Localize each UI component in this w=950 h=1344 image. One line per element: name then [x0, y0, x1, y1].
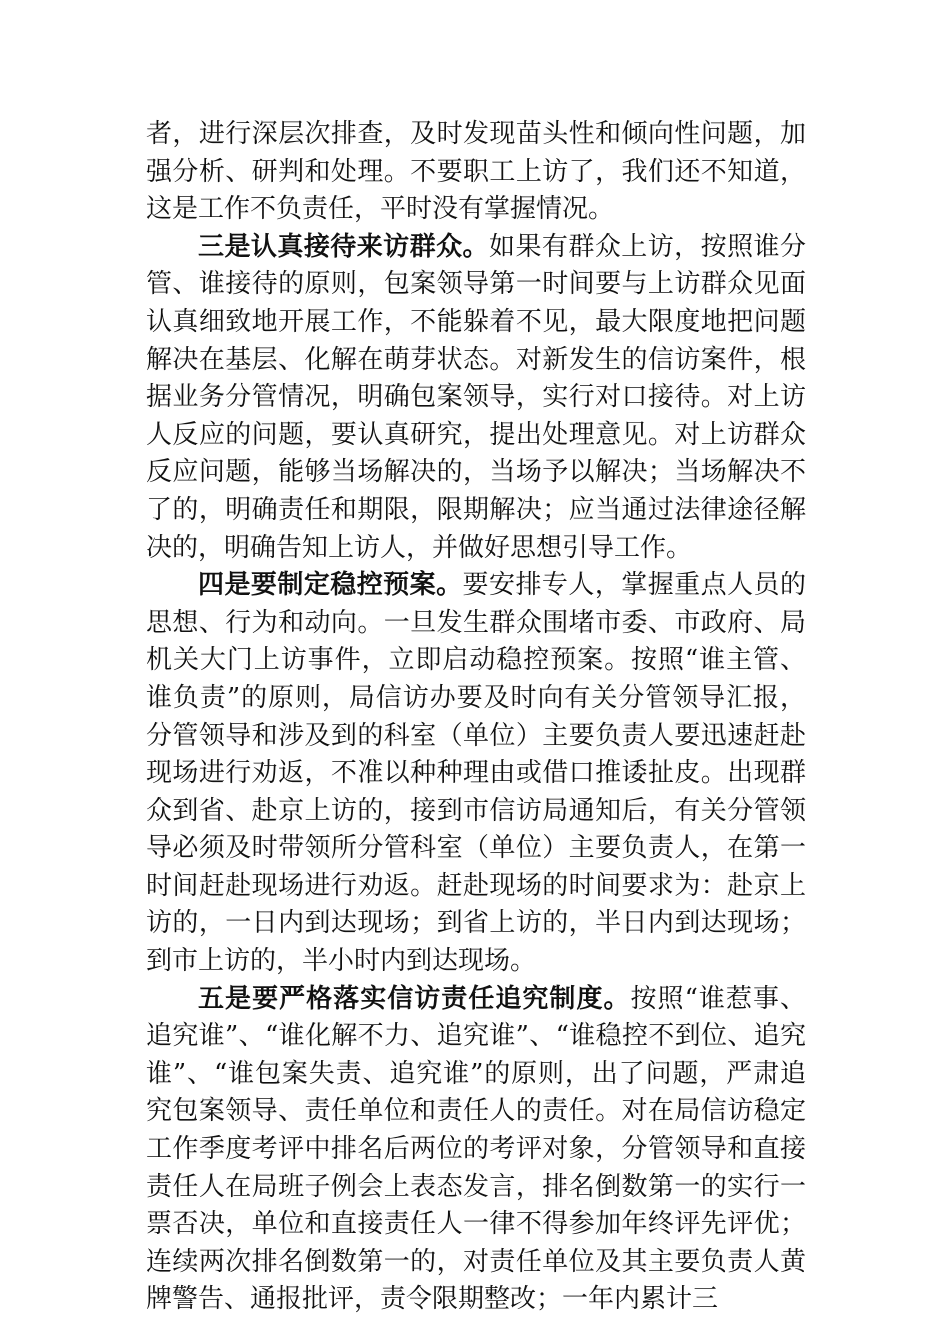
paragraph-accountability [146, 981, 806, 1319]
paragraph-contingency-plan [146, 567, 806, 981]
paragraph-text: 如果有群众上访，按照谁分管、谁接待的原则，包案领导第一时间要与上访群众见面认真细致地开展工作，不能躲着不见，最大限度地把问题解决在基层、化解在萌芽状态。对新发生的信访案件，根据业务分管情况，明确包案领导，实行对口接待。对上访人反应的问题，要认真研究，提出处理意见。对上访群众反应问题，能够当场解决的，当场予以解决；当场解决不了的，明确责任和期限，限期解决；应当通过法律途径解决的，明确告知上访人，并做好思想引导工作。 [146, 231, 806, 563]
paragraph-continuation [146, 116, 806, 229]
paragraph-text: 按照“谁惹事、追究谁”、“谁化解不力、追究谁”、“谁稳控不到位、追究谁”、“谁包案失责、追究谁”的原则，出了问题，严肃追究包案领导、责任单位和责任人的责任。对在局信访稳定工作季度考评中排名后两位的考评对象，分管领导和直接责任人在局班子例会上表态发言，排名倒数第一的实行一票否决，单位和直接责任人一律不得参加年终评先评优；连续两次排名倒数第一的，对责任单位及其主要负责人黄牌警告、通报批评，责令限期整改；一年内累计三 [146, 983, 806, 1315]
paragraph-lead: 五是要严格落实信访责任追究制度。 [198, 983, 631, 1014]
body-text [146, 116, 806, 1319]
paragraph-text: 要安排专人，掌握重点人员的思想、行为和动向。一旦发生群众围堵市委、市政府、局机关大门上访事件，立即启动稳控预案。按照“谁主管、谁负责”的原则，局信访办要及时向有关分管领导汇报，分管领导和涉及到的科室（单位）主要负责人要迅速赶赴现场进行劝返，不准以种种理由或借口推诿扯皮。出现群众到省、赴京上访的，接到市信访局通知后，有关分管领导必须及时带领所分管科室（单位）主要负责人，在第一时间赶赴现场进行劝返。赶赴现场的时间要求为：赴京上访的，一日内到达现场；到省上访的，半日内到达现场；到市上访的，半小时内到达现场。 [146, 570, 806, 977]
paragraph-lead: 三是认真接待来访群众。 [198, 231, 489, 262]
paragraph-lead: 四是要制定稳控预案。 [198, 570, 463, 601]
paragraph-text: 者，进行深层次排查，及时发现苗头性和倾向性问题，加强分析、研判和处理。不要职工上访了，我们还不知道，这是工作不负责任，平时没有掌握情况。 [146, 119, 806, 225]
paragraph-reception [146, 229, 806, 567]
